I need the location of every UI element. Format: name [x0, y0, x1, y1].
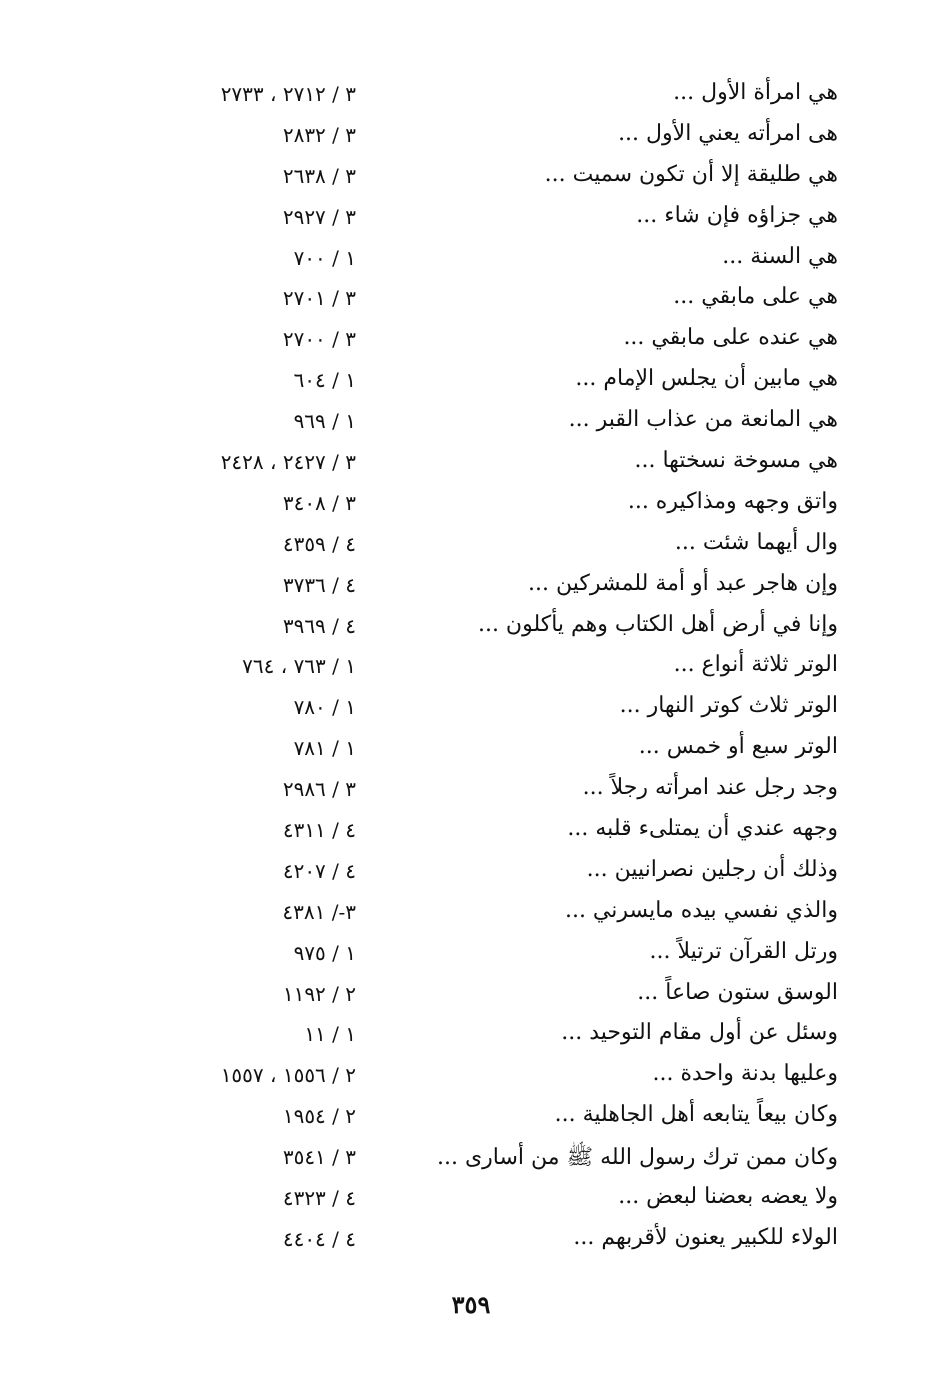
entry-text: وإن هاجر عبد أو أمة للمشركين ... [528, 570, 838, 596]
entry-text: وجهه عندي أن يمتلىء قلبه ... [567, 816, 838, 842]
entry-text: وال أيهما شئت ... [674, 529, 838, 555]
entry-reference: ٢ / ١١٩٢ [282, 981, 356, 1006]
entry-text: الوسق ستون صاعاً ... [637, 979, 838, 1005]
index-entry [0, 978, 942, 1019]
entry-reference: ٤ / ٤٣١١ [282, 818, 356, 843]
entry-reference: ١ / ٩٧٥ [293, 940, 356, 965]
entry-text: وسئل عن أول مقام التوحيد ... [561, 1020, 838, 1046]
index-entry [0, 78, 942, 119]
index-entry [0, 732, 942, 773]
entry-reference: ٣ / ٣٥٤١ [282, 1145, 356, 1170]
entry-text: وإنا في أرض أهل الكتاب وهم يأكلون ... [477, 611, 838, 637]
index-entry [0, 855, 942, 896]
entry-reference: ٣ / ٢٧١٢ ، ٢٧٣٣ [220, 82, 356, 106]
entry-reference: ١ / ٧٨٠ [293, 695, 356, 720]
entry-text: وجد رجل عند امرأته رجلاً ... [582, 775, 838, 801]
entry-text: هي امرأة الأول ... [673, 80, 838, 105]
entry-reference: ٣ / ٢٨٣٢ [282, 122, 356, 147]
entry-reference: ١ / ١١ [304, 1022, 356, 1047]
index-entry [0, 896, 942, 937]
entry-text: هى امرأته يعني الأول ... [618, 120, 838, 146]
index-entry [0, 610, 942, 651]
index-entry [0, 160, 942, 201]
index-entry [0, 937, 942, 978]
entry-text: واتق وجهه ومذاكيره ... [627, 488, 838, 514]
index-entry [0, 364, 942, 405]
entry-reference: ١ / ٧٦٣ ، ٧٦٤ [242, 654, 356, 679]
entry-reference: ٣ / ٢٧٠٠ [282, 327, 356, 352]
entry-reference: ٤ / ٤٣٥٩ [282, 531, 356, 556]
index-entry [0, 773, 942, 814]
entry-text: الوتر ثلاثة أنواع ... [673, 652, 838, 678]
entry-text: هي طليقة إلا أن تكون سميت ... [544, 161, 838, 187]
entry-reference: ٤ / ٤٤٠٤ [282, 1226, 356, 1251]
entry-text: هي المانعة من عذاب القبر ... [568, 407, 838, 433]
entry-text: هي مسوخة نسختها ... [634, 448, 838, 474]
entry-reference: ٣ / ٢٤٢٧ ، ٢٤٢٨ [220, 450, 356, 475]
entry-text: وعليها بدنة واحدة ... [652, 1061, 838, 1087]
index-entry [0, 569, 942, 610]
entry-reference: ١ / ٦٠٤ [293, 368, 356, 393]
hadith-index-list [0, 78, 942, 1264]
entry-text: هي مابين أن يجلس الإمام ... [575, 366, 838, 392]
index-entry [0, 119, 942, 160]
index-entry [0, 242, 942, 283]
index-entry [0, 1182, 942, 1223]
index-entry [0, 1100, 942, 1141]
entry-reference: ٣ / ٢٩٢٧ [282, 204, 356, 229]
entry-reference: ٤ / ٤٣٢٣ [282, 1186, 356, 1211]
entry-reference: ١ / ٩٦٩ [293, 409, 356, 434]
entry-text: وذلك أن رجلين نصرانيين ... [586, 856, 838, 882]
index-entry [0, 487, 942, 528]
index-entry [0, 1223, 942, 1264]
entry-reference: ٣ / ٢٩٨٦ [282, 777, 356, 802]
index-entry [0, 650, 942, 691]
index-entry [0, 323, 942, 364]
entry-text: وكان بيعاً يتابعه أهل الجاهلية ... [554, 1102, 838, 1128]
entry-text: الوتر ثلاث كوتر النهار ... [619, 693, 838, 719]
entry-reference: ٣ / ٣٤٠٨ [282, 490, 356, 515]
entry-text: ورتل القرآن ترتيلاً ... [649, 938, 838, 964]
index-entry [0, 691, 942, 732]
index-entry [0, 405, 942, 446]
entry-text: الوتر سبع أو خمس ... [638, 734, 838, 760]
index-entry [0, 201, 942, 242]
index-entry [0, 814, 942, 855]
index-entry [0, 282, 942, 323]
entry-reference: ٤ / ٣٧٣٦ [282, 572, 356, 597]
entry-text: وكان ممن ترك رسول الله ﷺ من أسارى ... [436, 1145, 838, 1171]
entry-reference: ٣ / ٢٦٣٨ [282, 163, 356, 188]
page-number: ٣٥٩ [451, 1290, 491, 1319]
entry-reference: ٣-/ ٤٣٨١ [282, 899, 356, 924]
entry-text: هي عنده على مابقي ... [623, 325, 838, 351]
entry-reference: ٢ / ١٩٥٤ [282, 1104, 356, 1129]
entry-reference: ٤ / ٣٩٦٩ [282, 613, 356, 638]
index-entry [0, 1059, 942, 1100]
entry-text: والذي نفسي بيده مايسرني ... [564, 897, 838, 923]
entry-text: هي على مابقي ... [673, 284, 838, 310]
entry-reference: ١ / ٧٨١ [293, 736, 356, 761]
index-entry [0, 1018, 942, 1059]
entry-reference: ٤ / ٤٢٠٧ [282, 858, 356, 883]
entry-reference: ٣ / ٢٧٠١ [282, 286, 356, 311]
entry-reference: ٢ / ١٥٥٦ ، ١٥٥٧ [220, 1063, 356, 1088]
index-entry [0, 1141, 942, 1182]
entry-text: الولاء للكبير يعنون لأقربهم ... [573, 1224, 838, 1250]
entry-text: هي جزاؤه فإن شاء ... [636, 202, 838, 228]
entry-text: ولا يعضه بعضنا لبعض ... [618, 1184, 838, 1210]
index-entry [0, 446, 942, 487]
entry-reference: ١ / ٧٠٠ [293, 245, 356, 270]
index-entry [0, 528, 942, 569]
entry-text: هي السنة ... [722, 243, 838, 269]
